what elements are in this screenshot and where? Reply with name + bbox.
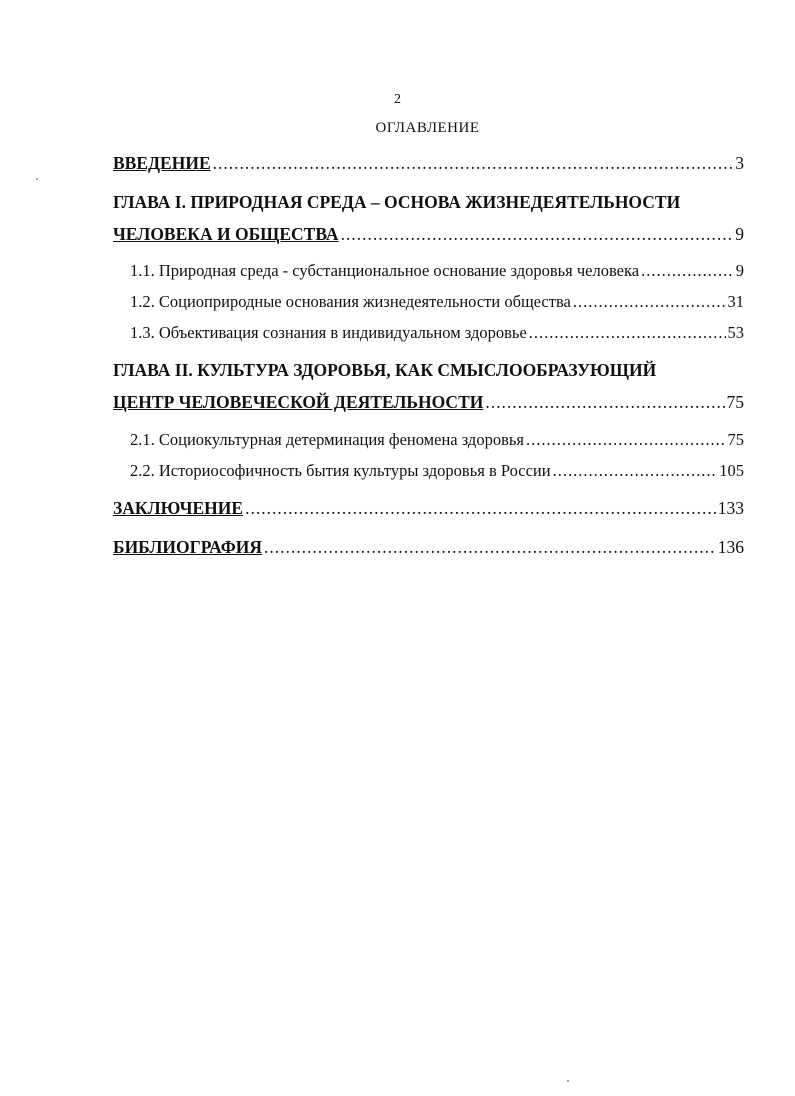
toc-entry-section-2-1[interactable] bbox=[130, 430, 744, 450]
scan-speck bbox=[36, 178, 38, 180]
chapter1-title-line2: ЧЕЛОВЕКА И ОБЩЕСТВА bbox=[113, 224, 339, 244]
toc-entry-label: 1.1. Природная среда - субстанциональное основание здоровья человека bbox=[130, 261, 640, 280]
dot-leader bbox=[341, 224, 734, 245]
toc-entry-label: ВВЕДЕНИЕ bbox=[113, 153, 211, 173]
dot-leader bbox=[529, 323, 726, 343]
toc-entry-chapter1[interactable] bbox=[113, 224, 744, 245]
toc-entry-intro[interactable] bbox=[113, 153, 744, 174]
toc-entry-page: 105 bbox=[719, 461, 744, 480]
toc-entry-page: 9 bbox=[735, 261, 744, 280]
page-number: 2 bbox=[394, 92, 401, 107]
toc-entry-conclusion[interactable] bbox=[113, 498, 744, 519]
toc-entry-page: 3 bbox=[735, 153, 744, 173]
chapter1-title-line1[interactable]: ГЛАВА I. ПРИРОДНАЯ СРЕДА – ОСНОВА ЖИЗНЕДЕЯТЕЛЬНОСТИ bbox=[113, 192, 681, 212]
scan-speck bbox=[567, 1080, 569, 1082]
dot-leader bbox=[573, 292, 726, 312]
toc-entry-section-1-2[interactable] bbox=[130, 292, 744, 312]
toc-entry-label: 1.2. Социоприродные основания жизнедеятельности общества bbox=[130, 292, 571, 311]
dot-leader bbox=[213, 153, 734, 174]
toc-entry-label: БИБЛИОГРАФИЯ bbox=[113, 537, 262, 557]
dot-leader bbox=[641, 261, 734, 281]
dot-leader bbox=[245, 498, 716, 519]
toc-entry-page: 9 bbox=[735, 224, 744, 244]
toc-entry-section-1-1[interactable] bbox=[130, 261, 744, 281]
toc-entry-page: 136 bbox=[717, 537, 744, 557]
toc-entry-label: 2.2. Историософичность бытия культуры здоровья в России bbox=[130, 461, 551, 480]
chapter2-title-line2: ЦЕНТР ЧЕЛОВЕЧЕСКОЙ ДЕЯТЕЛЬНОСТИ bbox=[113, 392, 484, 412]
toc-entry-page: 75 bbox=[726, 392, 744, 412]
toc-entry-page: 53 bbox=[727, 323, 744, 342]
dot-leader bbox=[485, 392, 724, 413]
toc-entry-chapter2[interactable] bbox=[113, 392, 744, 413]
toc-title: ОГЛАВЛЕНИЕ bbox=[375, 120, 480, 136]
dot-leader bbox=[553, 461, 718, 481]
toc-entry-label: 2.1. Социокультурная детерминация феномена здоровья bbox=[130, 430, 524, 449]
toc-entry-page: 133 bbox=[717, 498, 744, 518]
toc-entry-section-2-2[interactable] bbox=[130, 461, 744, 481]
dot-leader bbox=[264, 537, 716, 558]
toc-entry-page: 75 bbox=[727, 430, 744, 449]
chapter2-title-line1[interactable]: ГЛАВА II. КУЛЬТУРА ЗДОРОВЬЯ, КАК СМЫСЛООБРАЗУЮЩИЙ bbox=[113, 360, 657, 380]
dot-leader bbox=[526, 430, 726, 450]
toc-entry-bibliography[interactable] bbox=[113, 537, 744, 558]
toc-entry-label: ЗАКЛЮЧЕНИЕ bbox=[113, 498, 244, 518]
toc-entry-label: 1.3. Объективация сознания в индивидуальном здоровье bbox=[130, 323, 527, 342]
toc-entry-section-1-3[interactable] bbox=[130, 323, 744, 343]
toc-entry-page: 31 bbox=[727, 292, 744, 311]
